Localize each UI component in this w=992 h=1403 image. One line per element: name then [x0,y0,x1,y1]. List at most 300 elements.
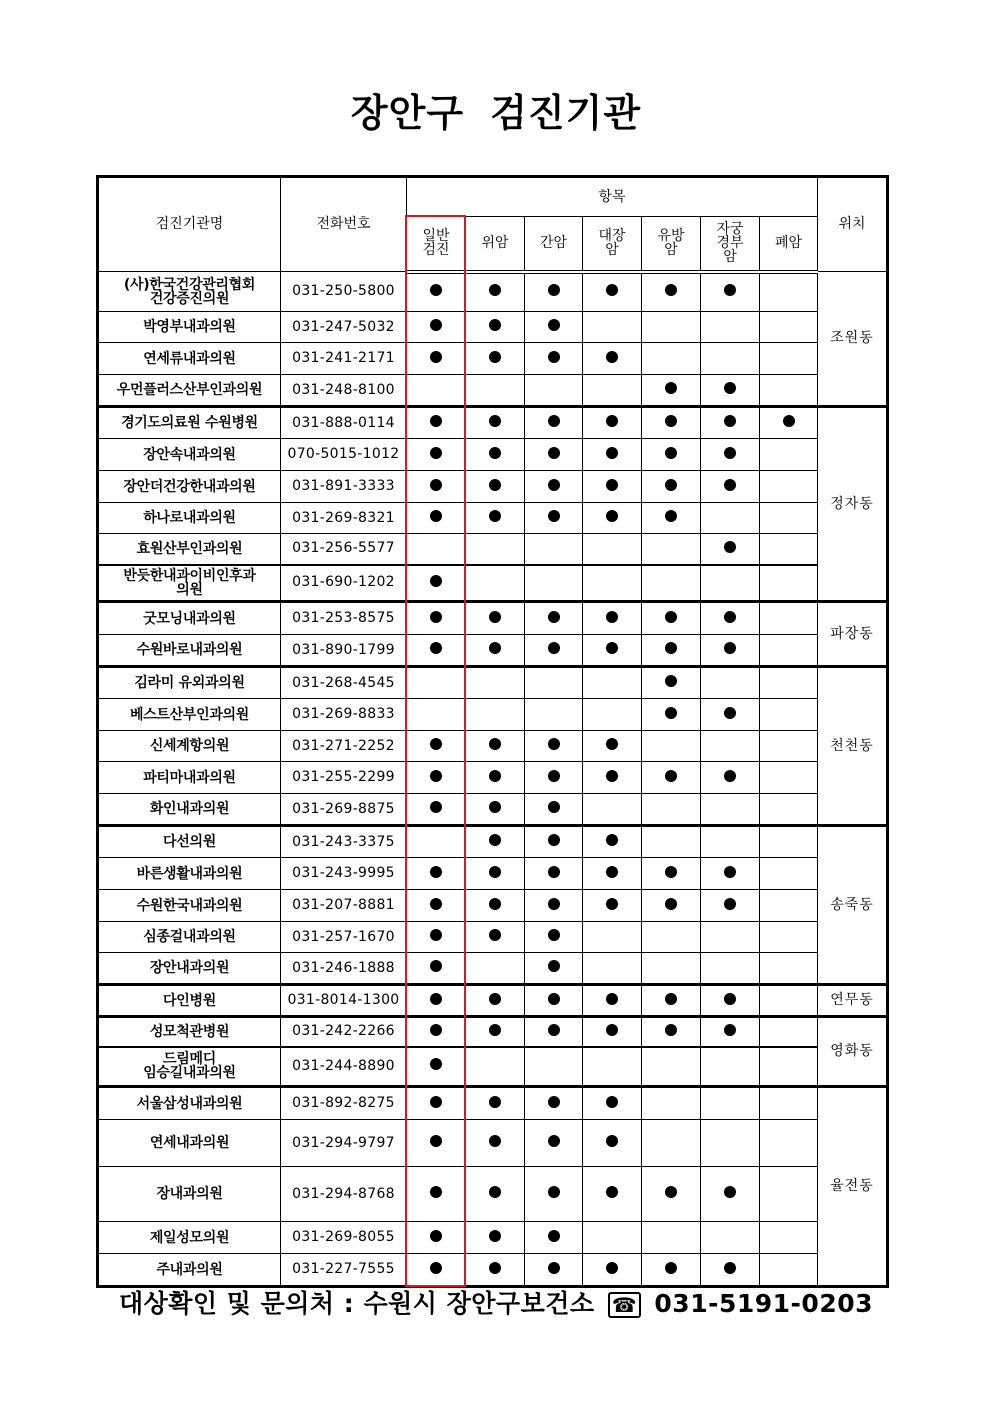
check-cell [407,794,466,826]
check-cell [525,1254,583,1287]
check-cell [760,1254,818,1287]
check-cell [701,826,760,858]
table-row [98,312,888,343]
check-cell [583,565,642,602]
header-name: 검진기관명 [98,177,281,272]
available-dot-icon [548,1096,560,1108]
check-cell [466,731,525,762]
table-row [98,953,888,985]
check-cell [642,667,701,699]
check-cell [466,602,525,635]
check-cell [642,731,701,762]
check-cell [583,343,642,375]
check-cell [760,762,818,794]
available-dot-icon [724,1186,736,1198]
check-cell [701,407,760,439]
available-dot-icon [489,447,501,459]
check-cell [642,699,701,731]
check-cell [642,602,701,635]
check-cell [701,602,760,635]
available-dot-icon [489,1262,501,1274]
check-cell [407,439,466,471]
check-cell [642,635,701,667]
clinic-name: 장안내과의원 [98,953,281,985]
available-dot-icon [489,801,501,813]
check-cell [701,635,760,667]
check-cell [642,1047,701,1087]
check-cell [583,731,642,762]
available-dot-icon [489,1096,501,1108]
check-cell [407,407,466,439]
clinic-name: 화인내과의원 [98,794,281,826]
location-cell: 천천동 [818,667,888,826]
clinic-name: 심종걸내과의원 [98,922,281,953]
clinic-name: 다선의원 [98,826,281,858]
available-dot-icon [606,447,618,459]
check-cell [407,343,466,375]
table-row [98,1254,888,1287]
available-dot-icon [489,929,501,941]
check-cell [583,1254,642,1287]
clinic-name: 신세계항의원 [98,731,281,762]
check-cell [642,1222,701,1254]
header-item: 폐암 [760,217,818,272]
clinic-phone: 031-690-1202 [281,565,407,602]
available-dot-icon [665,1186,677,1198]
available-dot-icon [665,1024,677,1036]
clinic-phone: 031-227-7555 [281,1254,407,1287]
available-dot-icon [489,479,501,491]
table-row [98,635,888,667]
clinic-name: 다인병원 [98,985,281,1017]
check-cell [466,565,525,602]
available-dot-icon [724,284,736,296]
clinic-phone: 031-269-8321 [281,503,407,534]
available-dot-icon [548,415,560,427]
check-cell [466,890,525,922]
check-cell [525,1167,583,1222]
available-dot-icon [665,675,677,687]
check-cell [583,407,642,439]
available-dot-icon [430,642,442,654]
clinic-name: 드림메디 임승길내과의원 [98,1047,281,1087]
clinic-name: 베스트산부인과의원 [98,699,281,731]
available-dot-icon [489,284,501,296]
check-cell [583,602,642,635]
location-cell: 연무동 [818,985,888,1017]
clinic-phone: 031-256-5577 [281,534,407,565]
clinic-phone: 031-255-2299 [281,762,407,794]
available-dot-icon [489,351,501,363]
location-cell: 송죽동 [818,826,888,985]
check-cell [466,667,525,699]
check-cell [642,272,701,312]
clinic-name: 파티마내과의원 [98,762,281,794]
clinic-phone: 031-890-1799 [281,635,407,667]
available-dot-icon [606,611,618,623]
available-dot-icon [489,510,501,522]
check-cell [642,794,701,826]
check-cell [760,375,818,407]
available-dot-icon [489,415,501,427]
clinic-name: 경기도의료원 수원병원 [98,407,281,439]
check-cell [466,1087,525,1120]
available-dot-icon [724,1262,736,1274]
check-cell [701,565,760,602]
page-title: 장안구 검진기관 [350,91,642,135]
available-dot-icon [430,611,442,623]
available-dot-icon [665,707,677,719]
check-cell [642,922,701,953]
available-dot-icon [430,960,442,972]
available-dot-icon [665,479,677,491]
clinic-name: 연세내과의원 [98,1120,281,1167]
check-cell [525,667,583,699]
clinic-phone: 031-207-8881 [281,890,407,922]
check-cell [525,375,583,407]
available-dot-icon [606,479,618,491]
check-cell [760,1222,818,1254]
clinic-phone: 031-243-3375 [281,826,407,858]
clinic-name: 연세류내과의원 [98,343,281,375]
check-cell [407,985,466,1017]
clinic-phone: 031-892-8275 [281,1087,407,1120]
check-cell [701,762,760,794]
available-dot-icon [430,510,442,522]
available-dot-icon [430,1024,442,1036]
location-cell: 율전동 [818,1087,888,1287]
table-row [98,762,888,794]
check-cell [760,503,818,534]
clinic-phone: 031-268-4545 [281,667,407,699]
location-cell: 영화동 [818,1017,888,1087]
check-cell [701,471,760,503]
check-cell [407,890,466,922]
table-row [98,731,888,762]
clinic-phone: 031-8014-1300 [281,985,407,1017]
available-dot-icon [489,866,501,878]
location-cell: 조원동 [818,272,888,407]
table-row [98,534,888,565]
clinic-name: (사)한국건강관리협회 건강증진의원 [98,272,281,312]
available-dot-icon [430,738,442,750]
check-cell [701,985,760,1017]
table-row [98,1017,888,1047]
available-dot-icon [430,415,442,427]
available-dot-icon [548,1024,560,1036]
footer-text: 대상확인 및 문의처 : 수원시 장안구보건소 [118,1289,595,1318]
check-cell [701,503,760,534]
check-cell [407,534,466,565]
available-dot-icon [665,415,677,427]
available-dot-icon [606,866,618,878]
check-cell [583,922,642,953]
check-cell [642,762,701,794]
check-cell [525,343,583,375]
available-dot-icon [548,642,560,654]
table-row [98,602,888,635]
check-cell [760,794,818,826]
available-dot-icon [606,1024,618,1036]
clinic-phone: 031-243-9995 [281,858,407,890]
clinic-phone: 031-271-2252 [281,731,407,762]
check-cell [466,953,525,985]
check-cell [466,794,525,826]
available-dot-icon [665,611,677,623]
check-cell [701,1120,760,1167]
check-cell [525,534,583,565]
table-row [98,794,888,826]
check-cell [760,635,818,667]
table-row [98,1222,888,1254]
header-item: 일반 검진 [407,217,466,272]
table-row [98,1047,888,1087]
available-dot-icon [430,1262,442,1274]
check-cell [760,985,818,1017]
clinic-phone: 031-247-5032 [281,312,407,343]
available-dot-icon [489,770,501,782]
check-cell [583,985,642,1017]
available-dot-icon [548,479,560,491]
available-dot-icon [430,1135,442,1147]
check-cell [466,1222,525,1254]
clinic-name: 효원산부인과의원 [98,534,281,565]
check-cell [466,471,525,503]
table-row [98,407,888,439]
header-items-group: 항목 [407,177,818,217]
check-cell [760,731,818,762]
check-cell [525,602,583,635]
available-dot-icon [606,834,618,846]
available-dot-icon [430,929,442,941]
check-cell [466,375,525,407]
check-cell [701,794,760,826]
check-cell [407,471,466,503]
clinic-name: 장내과의원 [98,1167,281,1222]
check-cell [407,922,466,953]
check-cell [583,1087,642,1120]
check-cell [642,858,701,890]
check-cell [583,667,642,699]
check-cell [407,1047,466,1087]
location-cell: 정자동 [818,407,888,602]
check-cell [760,953,818,985]
check-cell [466,407,525,439]
check-cell [466,1167,525,1222]
check-cell [642,343,701,375]
check-cell [407,826,466,858]
available-dot-icon [430,993,442,1005]
check-cell [525,699,583,731]
check-cell [701,375,760,407]
check-cell [525,890,583,922]
table-row [98,985,888,1017]
check-cell [701,1167,760,1222]
contact-footer [0,1284,992,1320]
available-dot-icon [665,1262,677,1274]
available-dot-icon [724,1024,736,1036]
check-cell [407,375,466,407]
available-dot-icon [430,351,442,363]
header-item: 유방 암 [642,217,701,272]
available-dot-icon [724,611,736,623]
clinic-name: 수원바로내과의원 [98,635,281,667]
available-dot-icon [430,284,442,296]
clinic-name: 하나로내과의원 [98,503,281,534]
clinic-phone: 031-241-2171 [281,343,407,375]
check-cell [407,635,466,667]
check-cell [642,439,701,471]
available-dot-icon [489,611,501,623]
available-dot-icon [724,866,736,878]
check-cell [466,439,525,471]
check-cell [466,534,525,565]
table-row [98,1087,888,1120]
check-cell [583,471,642,503]
clinic-phone: 031-244-8890 [281,1047,407,1087]
clinic-name: 장안더건강한내과의원 [98,471,281,503]
check-cell [760,272,818,312]
check-cell [701,1047,760,1087]
check-cell [525,312,583,343]
check-cell [760,312,818,343]
check-cell [760,858,818,890]
table-row [98,1120,888,1167]
clinic-phone: 031-269-8055 [281,1222,407,1254]
clinic-phone: 070-5015-1012 [281,439,407,471]
check-cell [525,1087,583,1120]
available-dot-icon [489,1230,501,1242]
clinic-phone: 031-246-1888 [281,953,407,985]
clinic-phone: 031-242-2266 [281,1017,407,1047]
clinic-phone: 031-257-1670 [281,922,407,953]
check-cell [760,343,818,375]
header-phone: 전화번호 [281,177,407,272]
check-cell [466,635,525,667]
check-cell [466,272,525,312]
available-dot-icon [665,866,677,878]
check-cell [760,1017,818,1047]
check-cell [525,635,583,667]
check-cell [466,1120,525,1167]
check-cell [407,1254,466,1287]
check-cell [760,407,818,439]
available-dot-icon [606,738,618,750]
check-cell [642,375,701,407]
check-cell [701,343,760,375]
available-dot-icon [665,642,677,654]
available-dot-icon [430,1096,442,1108]
check-cell [583,503,642,534]
available-dot-icon [606,351,618,363]
check-cell [525,953,583,985]
check-cell [701,922,760,953]
check-cell [583,439,642,471]
check-cell [407,272,466,312]
check-cell [760,534,818,565]
available-dot-icon [606,1186,618,1198]
available-dot-icon [430,479,442,491]
available-dot-icon [430,1186,442,1198]
check-cell [760,699,818,731]
check-cell [642,565,701,602]
check-cell [760,890,818,922]
available-dot-icon [665,993,677,1005]
check-cell [525,922,583,953]
check-cell [466,1017,525,1047]
check-cell [701,699,760,731]
available-dot-icon [665,770,677,782]
available-dot-icon [430,319,442,331]
available-dot-icon [548,801,560,813]
table-row [98,439,888,471]
available-dot-icon [724,898,736,910]
available-dot-icon [606,284,618,296]
clinic-phone: 031-250-5800 [281,272,407,312]
check-cell [642,1087,701,1120]
check-cell [407,858,466,890]
check-cell [525,503,583,534]
available-dot-icon [606,898,618,910]
available-dot-icon [548,284,560,296]
check-cell [525,762,583,794]
available-dot-icon [489,993,501,1005]
available-dot-icon [430,898,442,910]
check-cell [760,471,818,503]
check-cell [525,565,583,602]
available-dot-icon [489,319,501,331]
check-cell [583,699,642,731]
table-row [98,922,888,953]
check-cell [701,312,760,343]
check-cell [407,1120,466,1167]
check-cell [583,1120,642,1167]
available-dot-icon [548,898,560,910]
check-cell [642,1167,701,1222]
available-dot-icon [724,479,736,491]
check-cell [642,1120,701,1167]
check-cell [642,890,701,922]
check-cell [760,565,818,602]
available-dot-icon [489,898,501,910]
available-dot-icon [548,960,560,972]
available-dot-icon [430,1230,442,1242]
table-row [98,343,888,375]
available-dot-icon [665,284,677,296]
clinic-name: 장안속내과의원 [98,439,281,471]
available-dot-icon [430,575,442,587]
available-dot-icon [489,738,501,750]
clinic-name: 성모척관병원 [98,1017,281,1047]
available-dot-icon [548,993,560,1005]
available-dot-icon [548,1186,560,1198]
available-dot-icon [606,642,618,654]
check-cell [583,858,642,890]
table-row [98,667,888,699]
check-cell [701,667,760,699]
available-dot-icon [606,1262,618,1274]
header-item: 대장 암 [583,217,642,272]
available-dot-icon [724,447,736,459]
check-cell [583,826,642,858]
check-cell [760,439,818,471]
clinic-name: 서울삼성내과의원 [98,1087,281,1120]
available-dot-icon [724,382,736,394]
check-cell [525,1222,583,1254]
table-row [98,1167,888,1222]
available-dot-icon [430,770,442,782]
available-dot-icon [489,1186,501,1198]
